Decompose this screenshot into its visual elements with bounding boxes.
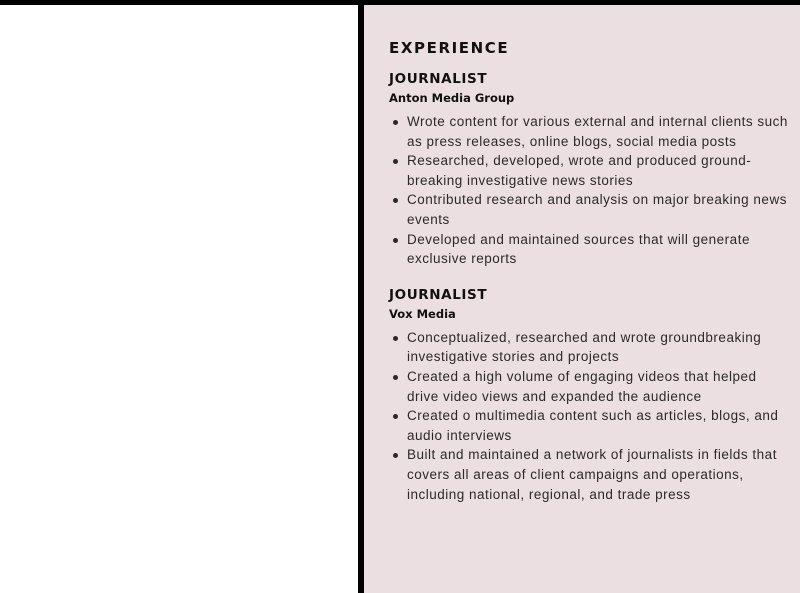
bullet-item: Developed and maintained sources that will generate exclusive reports (389, 230, 789, 269)
experience-content (389, 39, 789, 504)
job-entry-2 (389, 287, 789, 504)
company-name: Anton Media Group (389, 91, 515, 105)
left-blank-page (0, 5, 358, 593)
job-entry-1 (389, 71, 789, 269)
company-name: Vox Media (389, 306, 456, 321)
bullet-item: Contributed research and analysis on major breaking news events (389, 190, 789, 229)
job-title: JOURNALIST (389, 71, 488, 87)
job-bullets (389, 328, 789, 504)
job-title: JOURNALIST (389, 286, 488, 303)
bullet-item: Wrote content for various external and internal clients such as press releases, online blogs, social media posts (389, 112, 789, 151)
bullet-item: Created o multimedia content such as articles, blogs, and audio interviews (389, 406, 789, 445)
job-bullets (389, 112, 789, 269)
section-title: EXPERIENCE (389, 39, 510, 57)
bullet-item: Conceptualized, researched and wrote groundbreaking investigative stories and projects (389, 328, 789, 367)
experience-panel (364, 5, 800, 593)
bullet-item: Researched, developed, wrote and produced ground-breaking investigative news stories (389, 151, 789, 190)
bullet-item: Built and maintained a network of journalists in fields that covers all areas of client campaigns and operations, including national, regional, and trade press (389, 445, 789, 504)
bullet-item: Created a high volume of engaging videos that helped drive video views and expanded the audience (389, 367, 789, 406)
